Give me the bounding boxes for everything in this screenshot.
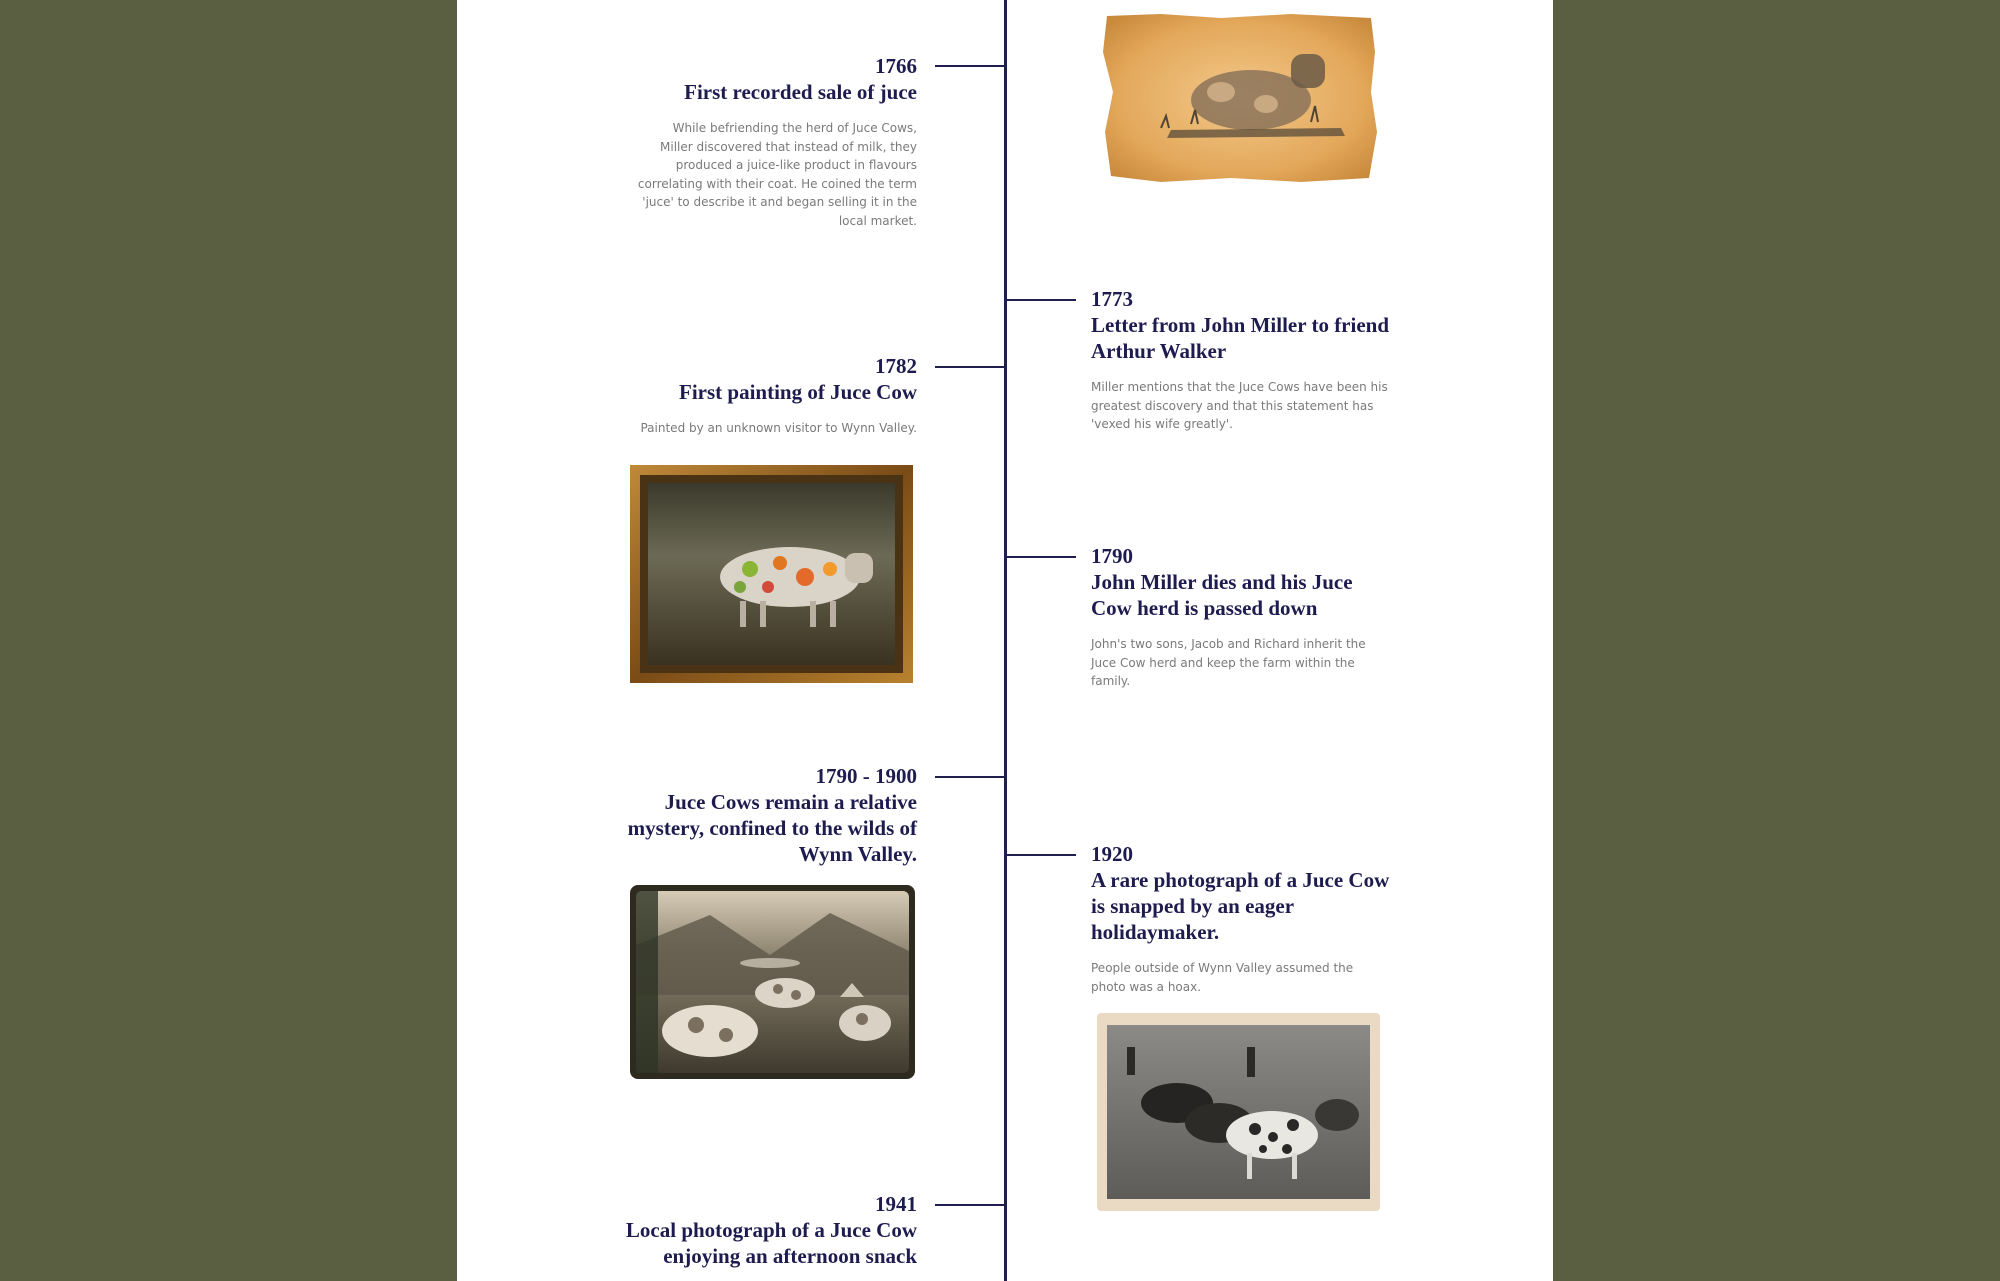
timeline-connector [935,1204,1004,1206]
entry-title: John Miller dies and his Juce Cow herd is passed down [1091,570,1353,620]
parchment-cow-sketch-image [1101,12,1381,184]
sepia-valley-photo-image [630,885,915,1079]
entry-year: 1941 [875,1192,917,1216]
entry-year: 1782 [875,354,917,378]
entry-description: John's two sons, Jacob and Richard inherit the Juce Cow herd and keep the farm within the family. [1091,637,1366,688]
entry-description: While befriending the herd of Juce Cows, Miller discovered that instead of milk, they produced a juice-like product in flavours correlating with their coat. He coined the term 'juce' to describe it and began selling it in the local market. [637,121,917,228]
timeline-entry-1773 [1091,286,1391,434]
timeline-connector [1007,556,1076,558]
timeline-connector [935,366,1004,368]
entry-title: First recorded sale of juce [684,80,917,104]
entry-title: Juce Cows remain a relative mystery, confined to the wilds of Wynn Valley. [627,790,917,866]
timeline-axis [1004,0,1007,1281]
timeline-entry-1782 [617,353,917,438]
entry-description: Painted by an unknown visitor to Wynn Valley. [640,421,917,435]
timeline-panel [457,0,1553,1281]
entry-year: 1766 [875,54,917,78]
bw-cow-photograph-image [1097,1013,1380,1211]
entry-year: 1773 [1091,287,1133,311]
timeline-connector [935,65,1004,67]
entry-year: 1790 [1091,544,1133,568]
timeline-connector [1007,299,1076,301]
timeline-connector [1007,854,1076,856]
entry-title: Letter from John Miller to friend Arthur Walker [1091,313,1390,363]
entry-year: 1920 [1091,842,1133,866]
entry-description: Miller mentions that the Juce Cows have been his greatest discovery and that this statement has 'vexed his wife greatly'. [1091,380,1388,431]
entry-description: People outside of Wynn Valley assumed the photo was a hoax. [1091,961,1354,994]
timeline-connector [935,776,1004,778]
entry-title: First painting of Juce Cow [679,380,917,404]
entry-title: Local photograph of a Juce Cow enjoying an afternoon snack [625,1218,917,1268]
framed-cow-painting-image [630,465,913,683]
entry-title: A rare photograph of a Juce Cow is snapped by an eager holidaymaker. [1091,868,1390,944]
timeline-entry-1790 [1091,543,1381,691]
entry-year: 1790 - 1900 [815,764,917,788]
timeline-entry-1941 [617,1191,917,1269]
timeline-entry-1790-1900 [627,763,917,867]
timeline-entry-1920 [1091,841,1391,996]
timeline-entry-1766 [637,53,917,230]
